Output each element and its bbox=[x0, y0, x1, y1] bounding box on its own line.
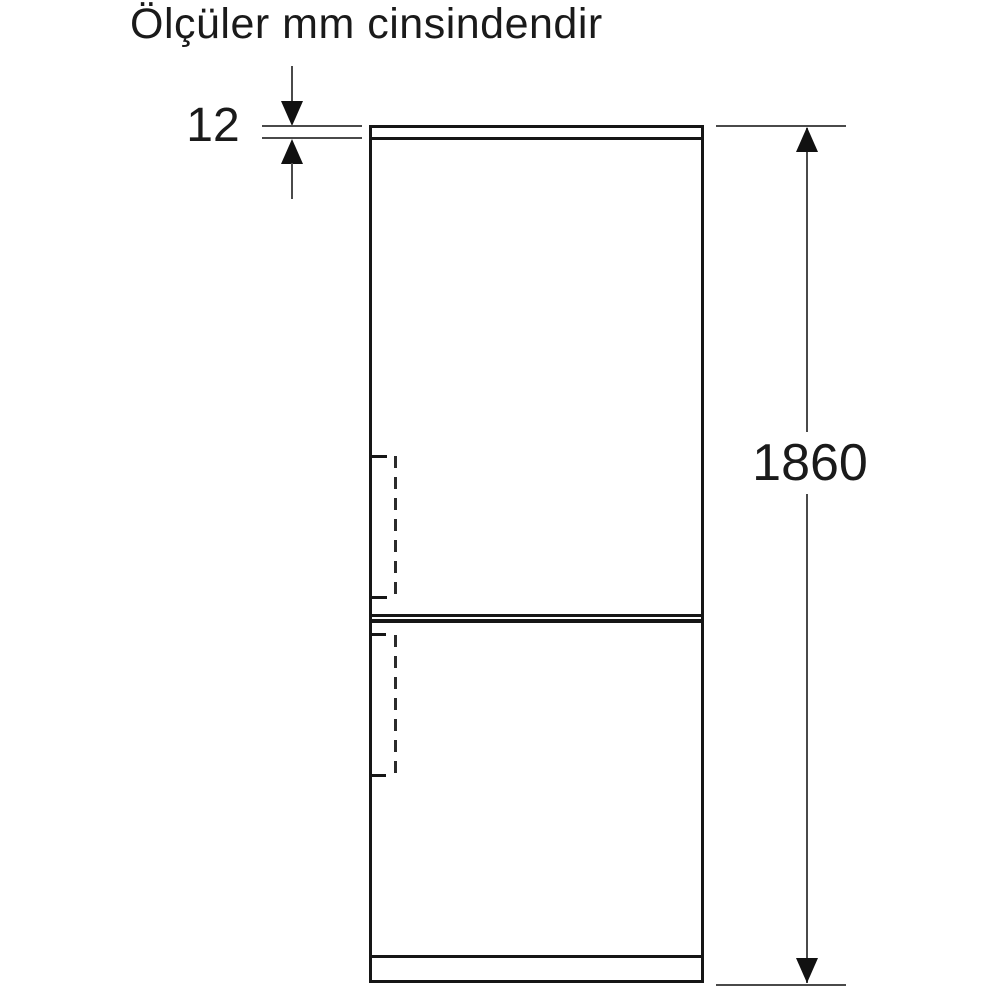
lower-hinge-tick-bottom bbox=[370, 774, 386, 777]
dim-12-ext-line-top bbox=[262, 125, 362, 127]
arrow-up-icon bbox=[796, 127, 818, 152]
fridge-divider-lower-line bbox=[369, 619, 704, 623]
dim-1860-ext-line-top bbox=[716, 125, 846, 127]
fridge-outline bbox=[369, 125, 704, 983]
fridge-top-panel-line bbox=[369, 137, 704, 140]
upper-hinge-dashed-line bbox=[394, 456, 397, 598]
dim-1860-ext-line-bottom bbox=[716, 984, 846, 986]
arrow-down-icon bbox=[281, 101, 303, 126]
arrow-down-icon bbox=[796, 958, 818, 983]
upper-hinge-tick-bottom bbox=[370, 596, 387, 599]
fridge-divider-upper-line bbox=[369, 614, 704, 617]
dim-12-leader-bottom bbox=[291, 163, 293, 199]
dim-1860-line bbox=[806, 128, 808, 983]
upper-hinge-tick-top bbox=[370, 455, 387, 458]
lower-hinge-tick-top bbox=[370, 633, 386, 636]
lower-hinge-dashed-line bbox=[394, 635, 397, 776]
arrow-up-icon bbox=[281, 139, 303, 164]
dim-12-label: 12 bbox=[186, 99, 240, 152]
dim-12-ext-line-bottom bbox=[262, 137, 362, 139]
diagram-title: Ölçüler mm cinsindendir bbox=[130, 0, 603, 48]
dim-12-leader-top bbox=[291, 66, 293, 104]
dim-1860-label: 1860 bbox=[748, 432, 872, 494]
fridge-plinth-line bbox=[369, 955, 704, 958]
